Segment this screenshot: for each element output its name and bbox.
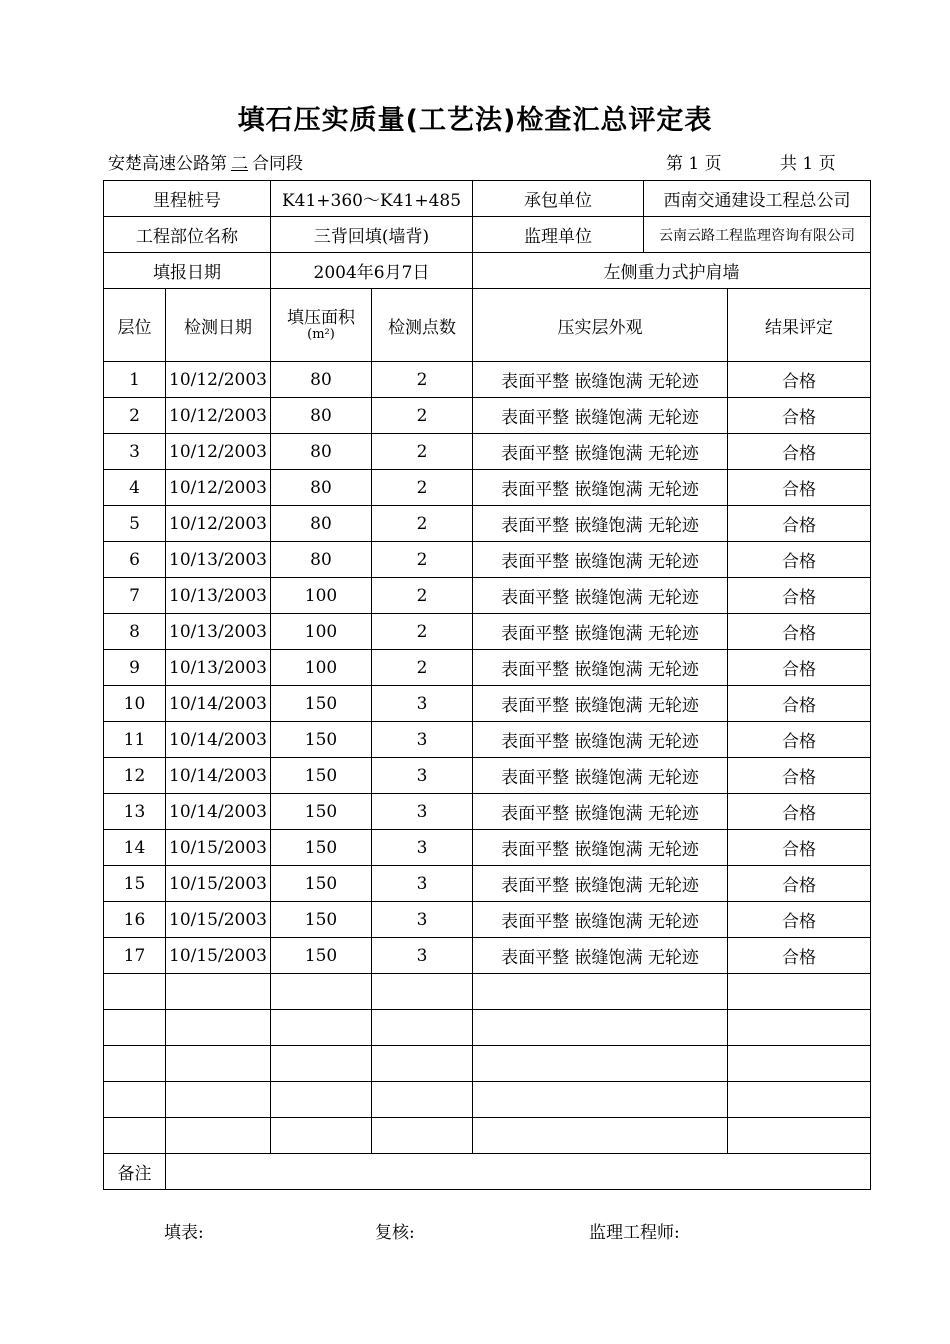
area-cell: 80 [271, 362, 372, 398]
table-row [104, 938, 871, 974]
empty-row [104, 1082, 871, 1118]
date-cell: 10/12/2003 [166, 470, 271, 506]
layer-cell: 14 [104, 830, 166, 866]
layer-cell: 15 [104, 866, 166, 902]
area-cell: 150 [271, 938, 372, 974]
empty-cell [372, 974, 473, 1010]
report-date-label: 填报日期 [104, 253, 271, 289]
points-cell: 2 [372, 614, 473, 650]
result-cell: 合格 [728, 650, 871, 686]
layer-cell: 3 [104, 434, 166, 470]
result-cell: 合格 [728, 470, 871, 506]
appearance-cell: 表面平整 嵌缝饱满 无轮迹 [473, 614, 728, 650]
points-cell: 2 [372, 362, 473, 398]
appearance-cell: 表面平整 嵌缝饱满 无轮迹 [473, 758, 728, 794]
points-cell: 3 [372, 938, 473, 974]
reviewed-by-label: 复核: [375, 1223, 415, 1243]
result-cell: 合格 [728, 362, 871, 398]
table-row [104, 758, 871, 794]
remarks-content [166, 1154, 871, 1190]
column-header-date: 检测日期 [166, 289, 271, 362]
engineer-label: 监理工程师: [589, 1223, 680, 1243]
empty-cell [104, 974, 166, 1010]
appearance-cell: 表面平整 嵌缝饱满 无轮迹 [473, 434, 728, 470]
empty-cell [271, 1046, 372, 1082]
layer-cell: 10 [104, 686, 166, 722]
result-cell: 合格 [728, 506, 871, 542]
appearance-cell: 表面平整 嵌缝饱满 无轮迹 [473, 470, 728, 506]
supervisor-value: 云南云路工程监理咨询有限公司 [659, 227, 855, 244]
result-cell: 合格 [728, 794, 871, 830]
appearance-cell: 表面平整 嵌缝饱满 无轮迹 [473, 686, 728, 722]
table-row [104, 362, 871, 398]
empty-cell [271, 1010, 372, 1046]
date-cell: 10/13/2003 [166, 578, 271, 614]
empty-cell [728, 1082, 871, 1118]
appearance-cell: 表面平整 嵌缝饱满 无轮迹 [473, 362, 728, 398]
empty-cell [166, 1118, 271, 1154]
table-row [104, 686, 871, 722]
empty-cell [104, 1082, 166, 1118]
date-cell: 10/13/2003 [166, 542, 271, 578]
area-cell: 80 [271, 542, 372, 578]
area-cell: 150 [271, 902, 372, 938]
empty-cell [166, 1046, 271, 1082]
table-row [104, 578, 871, 614]
table-row [104, 434, 871, 470]
appearance-cell: 表面平整 嵌缝饱满 无轮迹 [473, 866, 728, 902]
points-cell: 3 [372, 794, 473, 830]
empty-cell [473, 1046, 728, 1082]
empty-cell [372, 1046, 473, 1082]
result-cell: 合格 [728, 398, 871, 434]
area-cell: 100 [271, 578, 372, 614]
column-header-points: 检测点数 [372, 289, 473, 362]
points-cell: 2 [372, 542, 473, 578]
empty-cell [104, 1010, 166, 1046]
appearance-cell: 表面平整 嵌缝饱满 无轮迹 [473, 542, 728, 578]
supervisor-label: 监理单位 [473, 217, 644, 252]
empty-cell [372, 1082, 473, 1118]
layer-cell: 4 [104, 470, 166, 506]
points-cell: 3 [372, 866, 473, 902]
result-cell: 合格 [728, 938, 871, 974]
contract-number: 二 [231, 154, 248, 174]
empty-row [104, 1118, 871, 1154]
remarks-label: 备注 [104, 1154, 166, 1190]
appearance-cell: 表面平整 嵌缝饱满 无轮迹 [473, 830, 728, 866]
structure-name: 左侧重力式护肩墙 [473, 253, 871, 289]
inspection-table [103, 180, 871, 1190]
contract-prefix: 安楚高速公路第 [108, 154, 227, 174]
area-cell: 80 [271, 434, 372, 470]
appearance-cell: 表面平整 嵌缝饱满 无轮迹 [473, 794, 728, 830]
appearance-cell: 表面平整 嵌缝饱满 无轮迹 [473, 938, 728, 974]
empty-cell [166, 1082, 271, 1118]
area-cell: 80 [271, 506, 372, 542]
date-cell: 10/12/2003 [166, 362, 271, 398]
column-header-row [104, 289, 871, 362]
points-cell: 2 [372, 470, 473, 506]
appearance-cell: 表面平整 嵌缝饱满 无轮迹 [473, 506, 728, 542]
empty-row [104, 1010, 871, 1046]
table-row [104, 794, 871, 830]
part-value: 三背回填(墙背) [271, 217, 473, 253]
info-row-date [104, 253, 871, 289]
area-cell: 150 [271, 830, 372, 866]
result-cell: 合格 [728, 722, 871, 758]
points-cell: 2 [372, 650, 473, 686]
appearance-cell: 表面平整 嵌缝饱满 无轮迹 [473, 578, 728, 614]
supervisor-cell [473, 217, 871, 253]
area-cell: 150 [271, 794, 372, 830]
empty-cell [104, 1046, 166, 1082]
column-header-result: 结果评定 [728, 289, 871, 362]
result-cell: 合格 [728, 866, 871, 902]
layer-cell: 16 [104, 902, 166, 938]
empty-cell [728, 1010, 871, 1046]
contractor-label: 承包单位 [473, 181, 644, 216]
info-row-part [104, 217, 871, 253]
result-cell: 合格 [728, 614, 871, 650]
page-total: 共 1 页 [780, 154, 836, 174]
layer-cell: 17 [104, 938, 166, 974]
points-cell: 3 [372, 902, 473, 938]
result-cell: 合格 [728, 830, 871, 866]
chainage-label: 里程桩号 [104, 181, 271, 217]
date-cell: 10/12/2003 [166, 434, 271, 470]
area-label: 填压面积 [287, 308, 355, 328]
points-cell: 2 [372, 398, 473, 434]
empty-cell [728, 974, 871, 1010]
empty-cell [473, 974, 728, 1010]
filled-by-label: 填表: [164, 1223, 204, 1243]
table-row [104, 866, 871, 902]
empty-cell [728, 1046, 871, 1082]
remarks-row [104, 1154, 871, 1190]
area-cell: 150 [271, 758, 372, 794]
points-cell: 2 [372, 578, 473, 614]
date-cell: 10/14/2003 [166, 794, 271, 830]
contract-section [108, 149, 303, 174]
date-cell: 10/12/2003 [166, 398, 271, 434]
result-cell: 合格 [728, 578, 871, 614]
table-row [104, 542, 871, 578]
points-cell: 3 [372, 830, 473, 866]
area-cell: 100 [271, 614, 372, 650]
result-cell: 合格 [728, 434, 871, 470]
table-row [104, 398, 871, 434]
contractor-value: 西南交通建设工程总公司 [663, 191, 851, 211]
part-label: 工程部位名称 [104, 217, 271, 253]
points-cell: 3 [372, 758, 473, 794]
contract-suffix: 合同段 [252, 154, 303, 174]
info-row-chainage [104, 181, 871, 217]
table-row [104, 902, 871, 938]
table-row [104, 470, 871, 506]
layer-cell: 1 [104, 362, 166, 398]
column-header-layer: 层位 [104, 289, 166, 362]
empty-cell [271, 1082, 372, 1118]
date-cell: 10/15/2003 [166, 902, 271, 938]
column-header-area [271, 289, 372, 362]
appearance-cell: 表面平整 嵌缝饱满 无轮迹 [473, 398, 728, 434]
layer-cell: 5 [104, 506, 166, 542]
result-cell: 合格 [728, 758, 871, 794]
appearance-cell: 表面平整 嵌缝饱满 无轮迹 [473, 722, 728, 758]
date-cell: 10/12/2003 [166, 506, 271, 542]
area-cell: 150 [271, 686, 372, 722]
report-date-value: 2004年6月7日 [271, 253, 473, 289]
area-cell: 150 [271, 866, 372, 902]
layer-cell: 13 [104, 794, 166, 830]
empty-row [104, 974, 871, 1010]
empty-cell [271, 974, 372, 1010]
result-cell: 合格 [728, 686, 871, 722]
points-cell: 3 [372, 686, 473, 722]
area-cell: 80 [271, 398, 372, 434]
chainage-value: K41+360～K41+485 [271, 181, 473, 217]
layer-cell: 7 [104, 578, 166, 614]
date-cell: 10/14/2003 [166, 686, 271, 722]
points-cell: 2 [372, 506, 473, 542]
page-title: 填石压实质量(工艺法)检查汇总评定表 [237, 105, 713, 136]
date-cell: 10/13/2003 [166, 614, 271, 650]
table-row [104, 506, 871, 542]
table-row [104, 830, 871, 866]
empty-cell [372, 1118, 473, 1154]
empty-cell [372, 1010, 473, 1046]
layer-cell: 9 [104, 650, 166, 686]
layer-cell: 12 [104, 758, 166, 794]
layer-cell: 11 [104, 722, 166, 758]
area-cell: 80 [271, 470, 372, 506]
empty-cell [473, 1082, 728, 1118]
empty-row [104, 1046, 871, 1082]
empty-cell [271, 1118, 372, 1154]
empty-cell [104, 1118, 166, 1154]
appearance-cell: 表面平整 嵌缝饱满 无轮迹 [473, 650, 728, 686]
layer-cell: 2 [104, 398, 166, 434]
area-cell: 100 [271, 650, 372, 686]
column-header-appearance: 压实层外观 [473, 289, 728, 362]
appearance-cell: 表面平整 嵌缝饱满 无轮迹 [473, 902, 728, 938]
date-cell: 10/15/2003 [166, 938, 271, 974]
date-cell: 10/15/2003 [166, 866, 271, 902]
contractor-cell [473, 181, 871, 217]
layer-cell: 6 [104, 542, 166, 578]
result-cell: 合格 [728, 902, 871, 938]
empty-cell [473, 1118, 728, 1154]
date-cell: 10/14/2003 [166, 722, 271, 758]
table-row [104, 722, 871, 758]
date-cell: 10/13/2003 [166, 650, 271, 686]
date-cell: 10/14/2003 [166, 758, 271, 794]
layer-cell: 8 [104, 614, 166, 650]
date-cell: 10/15/2003 [166, 830, 271, 866]
result-cell: 合格 [728, 542, 871, 578]
points-cell: 3 [372, 722, 473, 758]
empty-cell [473, 1010, 728, 1046]
table-row [104, 614, 871, 650]
points-cell: 2 [372, 434, 473, 470]
page-number: 第 1 页 [666, 154, 722, 174]
area-cell: 150 [271, 722, 372, 758]
area-unit: (m²) [307, 327, 335, 342]
empty-cell [166, 1010, 271, 1046]
table-row [104, 650, 871, 686]
empty-cell [728, 1118, 871, 1154]
empty-cell [166, 974, 271, 1010]
